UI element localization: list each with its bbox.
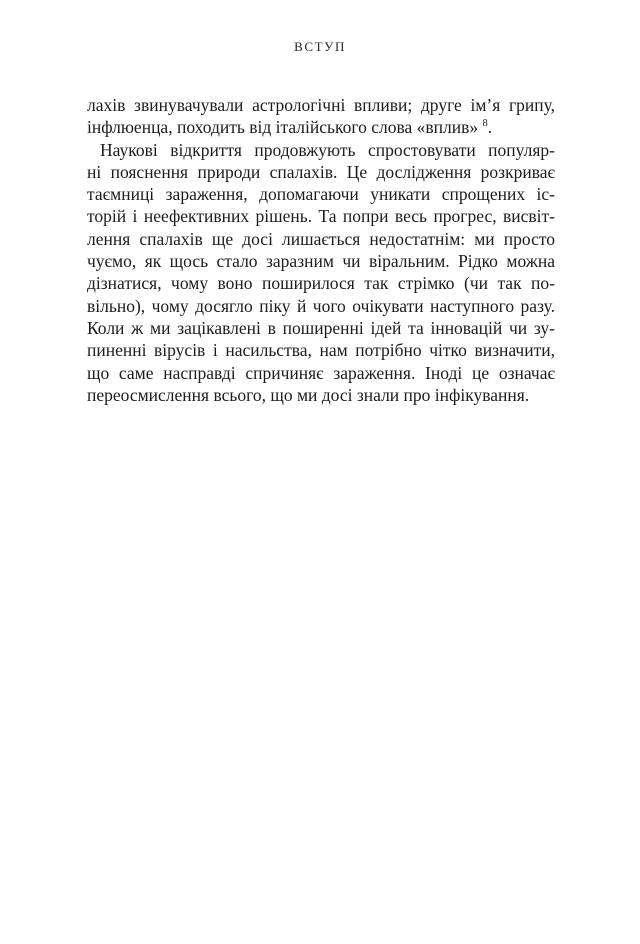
text-line: переосмислення всього, що ми досі знали про інфікування.: [87, 384, 530, 405]
footnote-ref: 8: [482, 118, 488, 130]
text-line-segment: інфлюенца, походить від італійського слова «вплив»: [87, 117, 483, 138]
text-line: лахів звинувачували астрологічні впливи; друге ім’я грипу,: [87, 95, 555, 115]
text-line: що саме насправді спричиняє зараження. Іноді це означає: [87, 362, 555, 383]
text-line: таємниці зараження, допомагаючи уникати спрощених іс-: [87, 184, 555, 205]
text-line: Коли ж ми зацікавлені в поширенні ідей та інновацій чи зу-: [87, 317, 555, 338]
text-line: ні пояснення природи спалахів. Це дослідження розкриває: [87, 161, 555, 182]
text-line: вільно), чому досягло піку й чого очікувати наступного разу.: [87, 295, 555, 316]
body-text: [87, 94, 555, 406]
text-line: Наукові відкриття продовжують спростовувати популяр-: [100, 139, 555, 160]
text-line: чуємо, як щось стало заразним чи віральним. Рідко можна: [87, 251, 555, 272]
text-line: торій і неефективних рішень. Та попри весь прогрес, висвіт-: [87, 206, 555, 227]
running-head: ВСТУП: [294, 39, 346, 54]
text-line: пиненні вірусів і насильства, нам потрібно чітко визначити,: [87, 340, 555, 361]
text-line: лення спалахів ще досі лишається недостатнім: ми просто: [87, 228, 555, 249]
text-line-segment: .: [487, 117, 493, 138]
text-line: дізнатися, чому воно поширилося так стрімко (чи так по-: [87, 273, 555, 294]
text-line: [87, 116, 555, 138]
